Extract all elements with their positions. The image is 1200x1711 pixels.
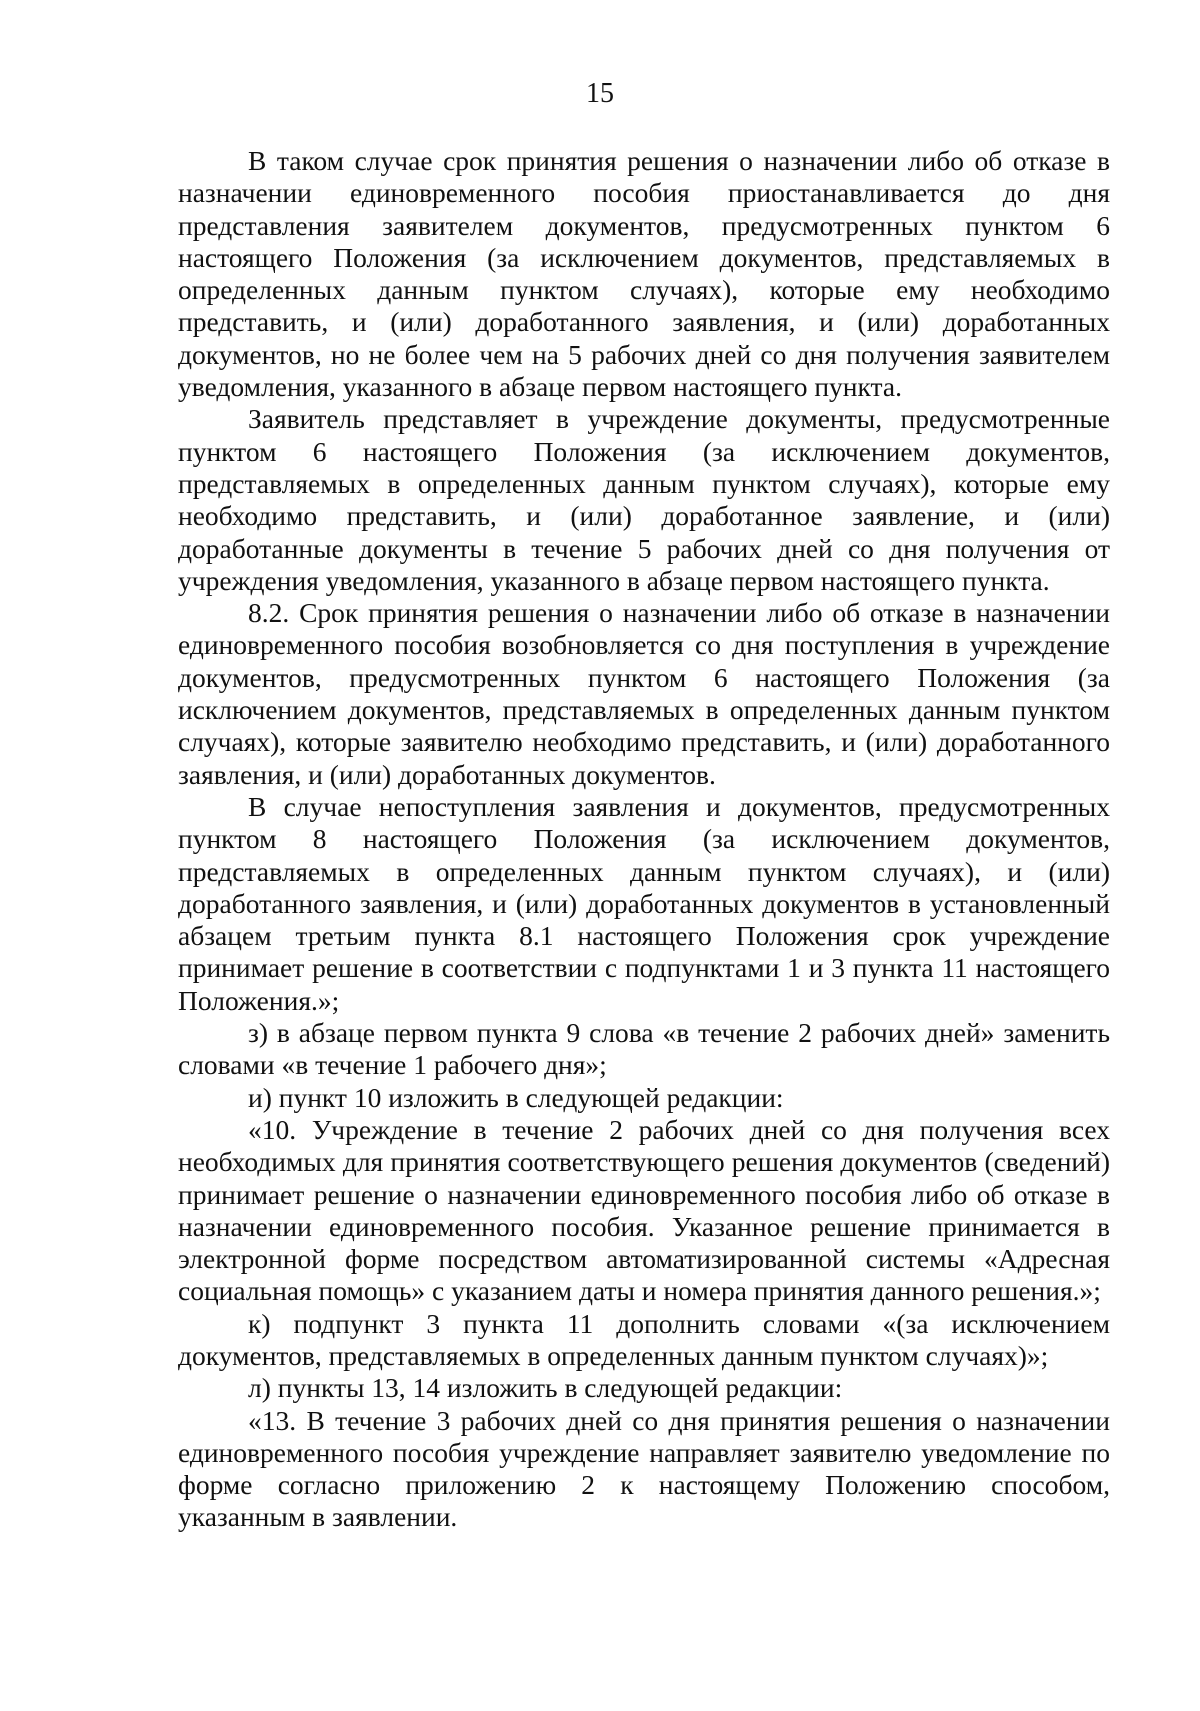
page-number: 15 xyxy=(586,78,614,109)
document-body xyxy=(178,145,1110,1534)
paragraph-subitem-k: к) подпункт 3 пункта 11 дополнить словами «(за исключением документов, представляемых в определенных данным пунктом случаях)»; xyxy=(178,1307,1110,1371)
paragraph-non-receipt: В случае непоступления заявления и документов, предусмотренных пунктом 8 настоящего Положения (за исключением документов, представляемых в определенных данным пунктом случаях), и (или) доработанного заявления, и (или) доработанных документов в установленный абзацем третьим пункта 8.1 настоящего Положения срок учреждение принимает решение в соответствии с подпунктами 1 и 3 пункта 11 настоящего Положения.»; xyxy=(178,790,1110,1016)
paragraph-suspension-term: В таком случае срок принятия решения о назначении либо об отказе в назначении единовременного пособия приостанавливается до дня представления заявителем документов, предусмотренных пунктом 6 настоящего Положения (за исключением документов, представляемых в определенных данным пунктом случаях), которые ему необходимо представить, и (или) доработанного заявления, и (или) доработанных документов, но не более чем на 5 рабочих дней со дня получения заявителем уведомления, указанного в абзаце первом настоящего пункта. xyxy=(178,145,1110,403)
paragraph-subitem-z: з) в абзаце первом пункта 9 слова «в течение 2 рабочих дней» заменить словами «в течение 1 рабочего дня»; xyxy=(178,1017,1110,1081)
paragraph-subitem-l: л) пункты 13, 14 изложить в следующей редакции: xyxy=(248,1372,843,1404)
paragraph-applicant-submits: Заявитель представляет в учреждение документы, предусмотренные пунктом 6 настоящего Положения (за исключением документов, представляемых в определенных данным пунктом случаях), которые ему необходимо представить, и (или) доработанное заявление, и (или) доработанные документы в течение 5 рабочих дней со дня получения от учреждения уведомления, указанного в абзаце первом настоящего пункта. xyxy=(178,403,1110,596)
paragraph-clause-8-2: 8.2. Срок принятия решения о назначении либо об отказе в назначении единовременного пособия возобновляется со дня поступления в учреждение документов, предусмотренных пунктом 6 настоящего Положения (за исключением документов, представляемых в определенных данным пунктом случаях), которые заявителю необходимо представить, и (или) доработанного заявления, и (или) доработанных документов. xyxy=(178,597,1110,790)
paragraph-subitem-i: и) пункт 10 изложить в следующей редакции: xyxy=(248,1081,784,1113)
paragraph-clause-13: «13. В течение 3 рабочих дней со дня принятия решения о назначении единовременного пособия учреждение направляет заявителю уведомление по форме согласно приложению 2 к настоящему Положению способом, указанным в заявлении. xyxy=(178,1404,1110,1533)
paragraph-clause-10: «10. Учреждение в течение 2 рабочих дней со дня получения всех необходимых для принятия соответствующего решения документов (сведений) принимает решение о назначении единовременного пособия либо об отказе в назначении единовременного пособия. Указанное решение принимается в электронной форме посредством автоматизированной системы «Адресная социальная помощь» с указанием даты и номера принятия данного решения.»; xyxy=(178,1113,1110,1307)
